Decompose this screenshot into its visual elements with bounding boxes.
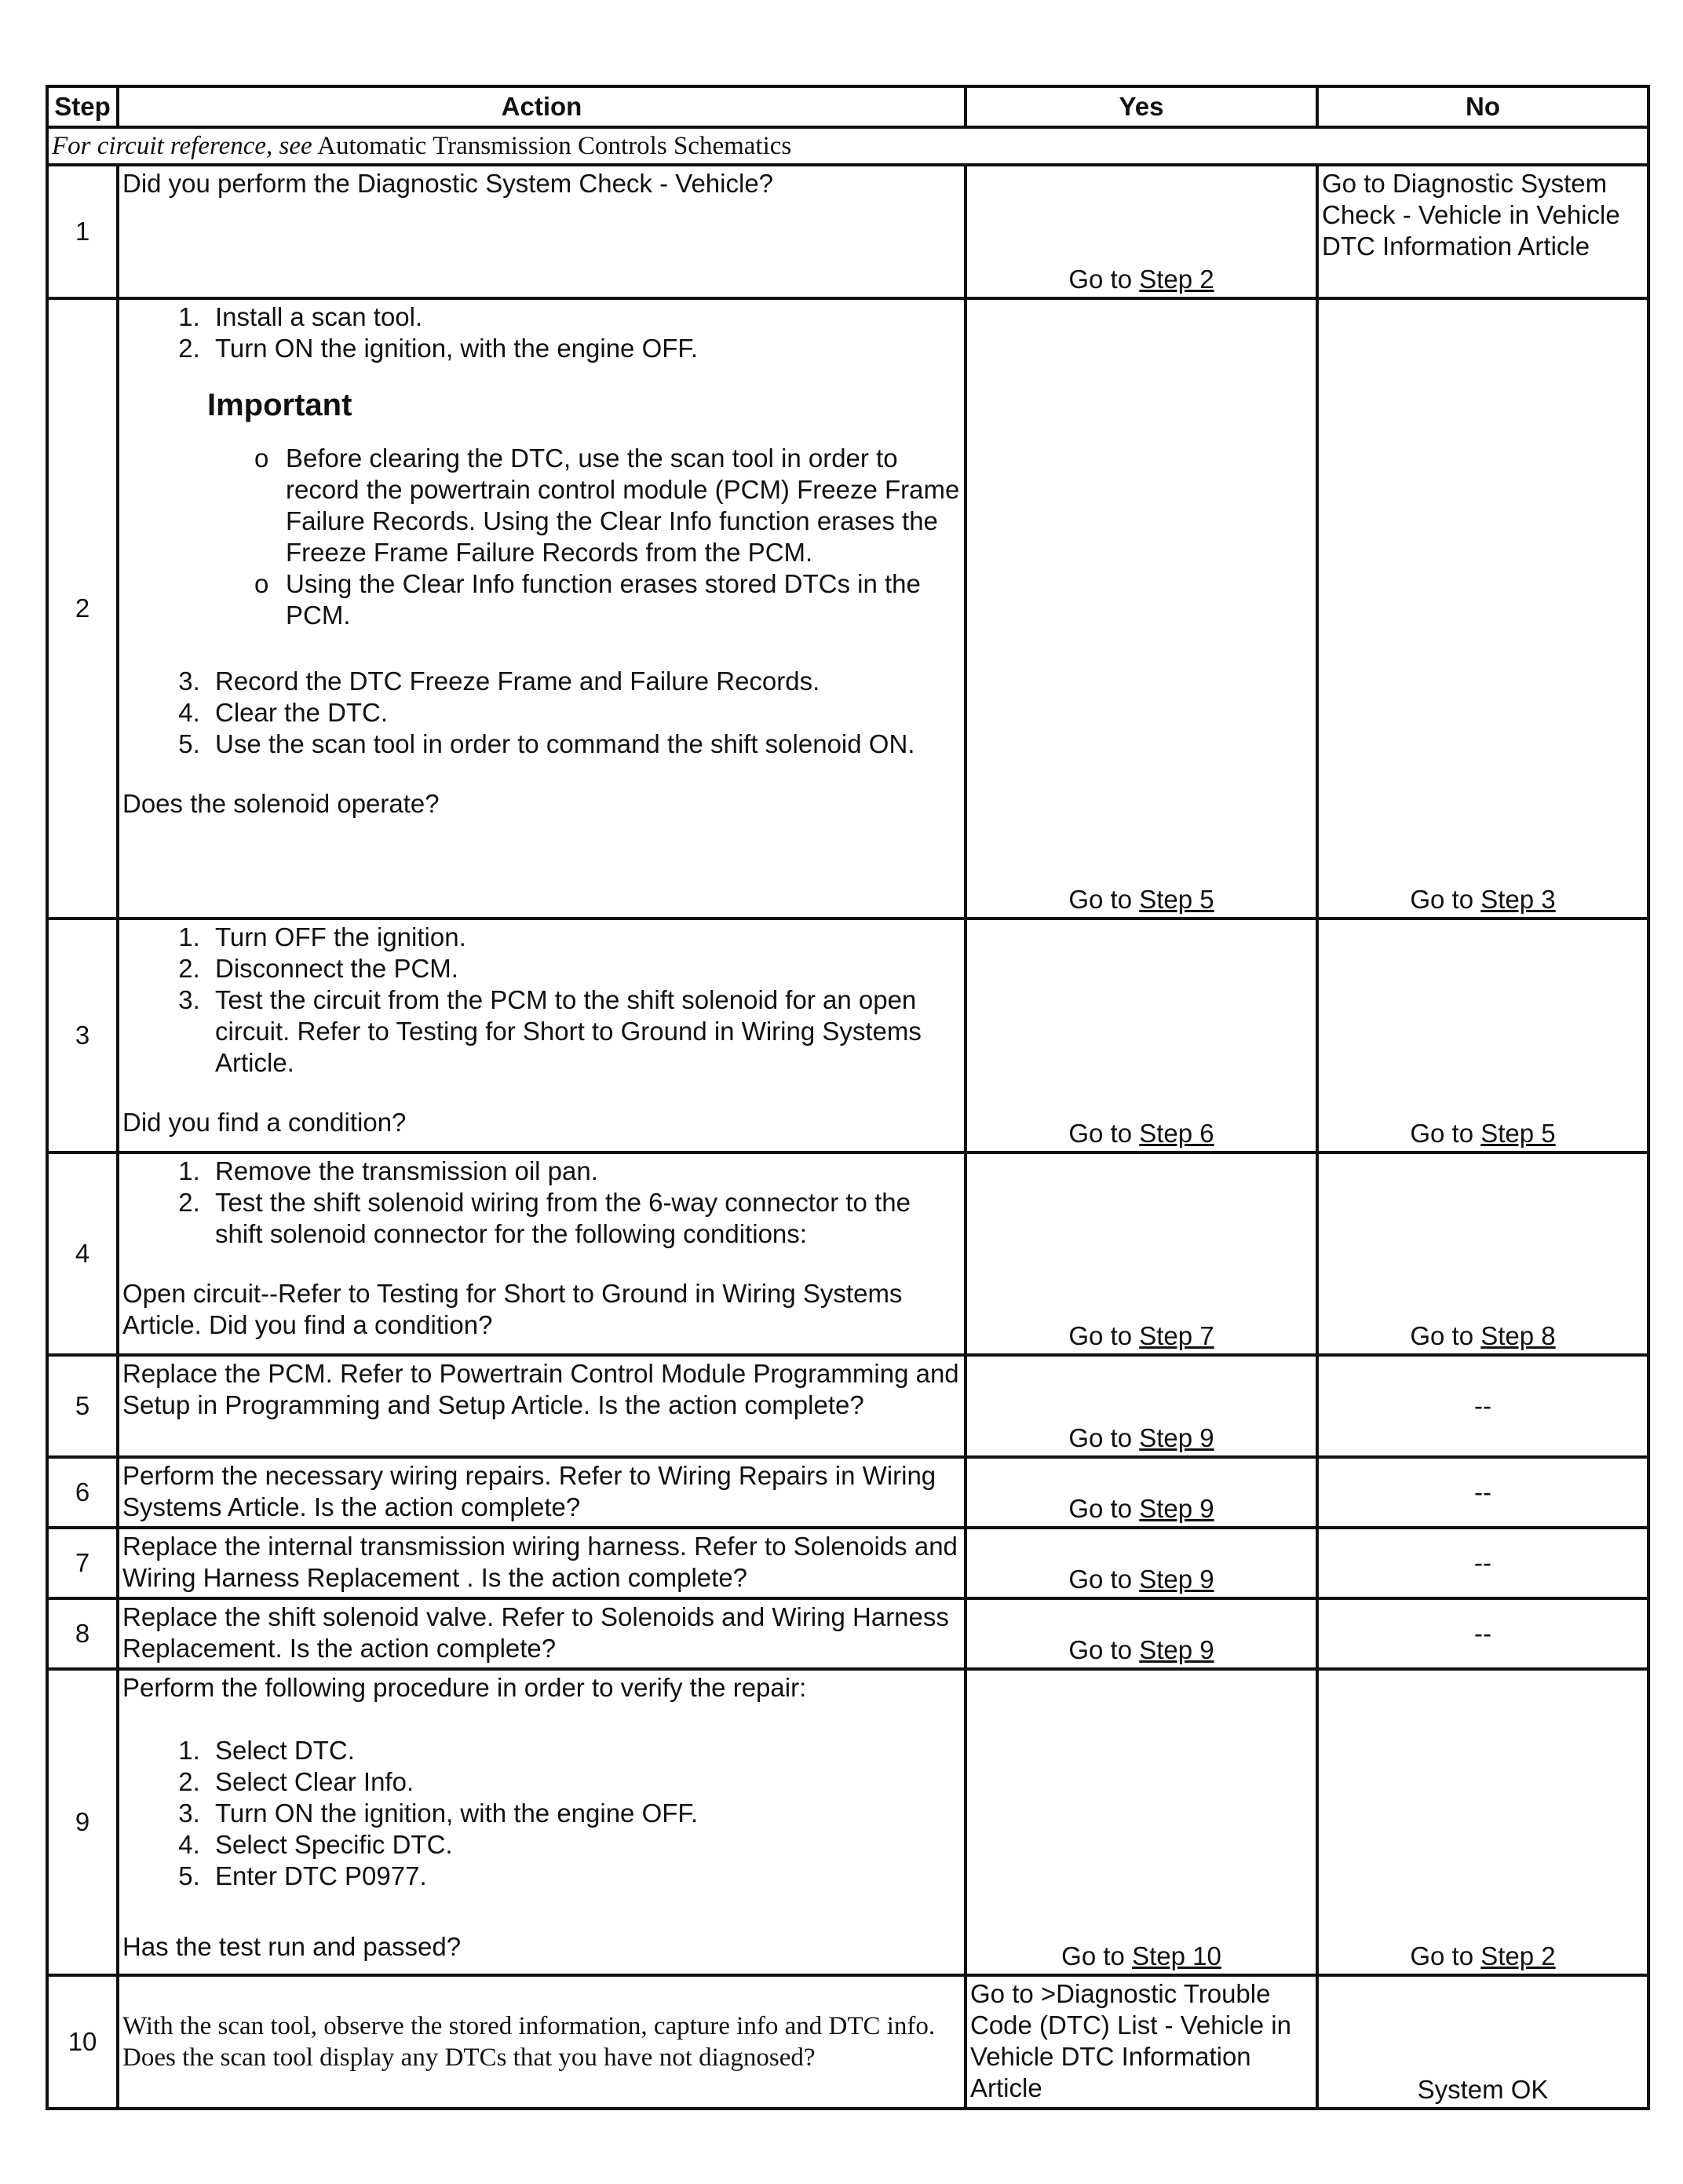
header-no: No — [1317, 86, 1648, 127]
step-link[interactable]: Step 5 — [1480, 1119, 1556, 1148]
action-list — [122, 1156, 961, 1250]
step-number: 3 — [47, 919, 118, 1152]
step-link[interactable]: Step 3 — [1480, 885, 1556, 914]
yes-cell — [966, 1457, 1317, 1528]
action-list — [122, 301, 961, 364]
yes-prefix: Go to — [1061, 1941, 1125, 1970]
yes-prefix: Go to — [1068, 885, 1133, 914]
list-item: 5. Use the scan tool in order to command the shift solenoid ON. — [207, 729, 961, 760]
action-cell: With the scan tool, observe the stored information, capture info and DTC info. Does the scan tool display any DTCs that you have not diagnosed? — [118, 1975, 966, 2109]
action-cell: Replace the internal transmission wiring harness. Refer to Solenoids and Wiring Harness Replacement . Is the action complete? — [118, 1528, 966, 1598]
table-row — [47, 919, 1648, 1152]
action-cell: Perform the necessary wiring repairs. Refer to Wiring Repairs in Wiring Systems Article. Is the action complete? — [118, 1457, 966, 1528]
table-row — [47, 1669, 1648, 1975]
step-number: 8 — [47, 1598, 118, 1669]
yes-cell — [966, 1669, 1317, 1975]
yes-cell — [966, 1355, 1317, 1457]
header-action: Action — [118, 86, 966, 127]
yes-prefix: Go to — [1068, 1119, 1133, 1148]
step-link[interactable]: Step 9 — [1139, 1635, 1214, 1664]
list-item: 1. Install a scan tool. — [207, 301, 961, 333]
no-cell: Go to Diagnostic System Check - Vehicle in Vehicle DTC Information Article — [1317, 165, 1648, 298]
question: Did you find a condition? — [122, 1108, 407, 1137]
action-cell: Replace the PCM. Refer to Powertrain Control Module Programming and Setup in Programming and Setup Article. Is the action complete? — [118, 1355, 966, 1457]
important-heading: Important — [207, 388, 352, 422]
action-list — [122, 922, 961, 1079]
list-item: 1. Turn OFF the ignition. — [207, 922, 961, 953]
list-item: 2. Test the shift solenoid wiring from the 6-way connector to the shift solenoid connector for the following conditions: — [207, 1187, 961, 1250]
step-number: 7 — [47, 1528, 118, 1598]
step-number: 9 — [47, 1669, 118, 1975]
yes-prefix: Go to — [1068, 1423, 1133, 1452]
note-item: o Before clearing the DTC, use the scan tool in order to record the powertrain control module (PCM) Freeze Frame Failure Records. Using the Clear Info function erases the Freeze Frame Failure Records from the PCM. — [254, 443, 961, 568]
question: Open circuit--Refer to Testing for Short to Ground in Wiring Systems Article. Did you find a condition? — [122, 1279, 903, 1339]
yes-prefix: Go to — [1068, 1321, 1133, 1350]
no-cell — [1317, 919, 1648, 1152]
no-cell: -- — [1317, 1355, 1648, 1457]
circuit-reference — [47, 127, 1648, 165]
step-number: 6 — [47, 1457, 118, 1528]
list-item: 3. Record the DTC Freeze Frame and Failure Records. — [207, 666, 961, 697]
step-number: 2 — [47, 298, 118, 919]
step-link[interactable]: Step 7 — [1139, 1321, 1214, 1350]
no-prefix: Go to — [1410, 885, 1474, 914]
no-prefix: Go to — [1410, 1941, 1474, 1970]
list-item: 5. Enter DTC P0977. — [207, 1861, 961, 1892]
no-cell: -- — [1317, 1598, 1648, 1669]
step-link[interactable]: Step 9 — [1139, 1423, 1214, 1452]
list-item: 1. Select DTC. — [207, 1735, 961, 1766]
note-item: o Using the Clear Info function erases stored DTCs in the PCM. — [254, 568, 961, 631]
list-item: 2. Turn ON the ignition, with the engine OFF. — [207, 333, 961, 364]
step-link[interactable]: Step 2 — [1139, 265, 1214, 294]
yes-cell — [966, 1152, 1317, 1355]
question: Has the test run and passed? — [122, 1932, 462, 1961]
no-cell: -- — [1317, 1528, 1648, 1598]
no-cell: System OK — [1317, 1975, 1648, 2109]
action-cell — [118, 1152, 966, 1355]
action-cell — [118, 298, 966, 919]
table-row — [47, 1598, 1648, 1669]
reference-lead: For circuit reference, see — [52, 132, 312, 160]
step-link[interactable]: Step 8 — [1480, 1321, 1556, 1350]
action-cell: Did you perform the Diagnostic System Check - Vehicle? — [118, 165, 966, 298]
yes-cell — [966, 1528, 1317, 1598]
step-number: 4 — [47, 1152, 118, 1355]
step-link[interactable]: Step 6 — [1139, 1119, 1214, 1148]
action-cell — [118, 919, 966, 1152]
list-item: 4. Clear the DTC. — [207, 697, 961, 729]
yes-cell — [966, 165, 1317, 298]
yes-prefix: Go to — [1068, 1565, 1133, 1594]
list-item: 2. Disconnect the PCM. — [207, 953, 961, 984]
table-row — [47, 1528, 1648, 1598]
table-row — [47, 1152, 1648, 1355]
question: Does the solenoid operate? — [122, 789, 440, 818]
list-item: 1. Remove the transmission oil pan. — [207, 1156, 961, 1187]
header-step: Step — [47, 86, 118, 127]
yes-cell — [966, 1598, 1317, 1669]
step-link[interactable]: Step 9 — [1139, 1565, 1214, 1594]
list-item: 3. Turn ON the ignition, with the engine OFF. — [207, 1798, 961, 1829]
list-item: 3. Test the circuit from the PCM to the shift solenoid for an open circuit. Refer to Testing for Short to Ground in Wiring Systems Article. — [207, 984, 961, 1079]
no-cell — [1317, 1669, 1648, 1975]
reference-row — [47, 127, 1648, 165]
step-link[interactable]: Step 10 — [1132, 1941, 1221, 1970]
yes-prefix: Go to — [1068, 1494, 1133, 1523]
yes-cell — [966, 298, 1317, 919]
important-notes — [122, 443, 961, 631]
action-list — [122, 1735, 961, 1892]
table-row — [47, 1975, 1648, 2109]
yes-prefix: Go to — [1068, 265, 1133, 294]
list-item: 2. Select Clear Info. — [207, 1766, 961, 1798]
no-prefix: Go to — [1410, 1321, 1474, 1350]
step-link[interactable]: Step 2 — [1480, 1941, 1556, 1970]
table-row — [47, 298, 1648, 919]
list-item: 4. Select Specific DTC. — [207, 1829, 961, 1861]
header-yes: Yes — [966, 86, 1317, 127]
yes-prefix: Go to — [1068, 1635, 1133, 1664]
no-prefix: Go to — [1410, 1119, 1474, 1148]
action-cell — [118, 1669, 966, 1975]
step-link[interactable]: Step 5 — [1139, 885, 1214, 914]
step-link[interactable]: Step 9 — [1139, 1494, 1214, 1523]
diagnostic-table — [46, 85, 1650, 2110]
step-number: 1 — [47, 165, 118, 298]
no-cell: -- — [1317, 1457, 1648, 1528]
procedure-intro: Perform the following procedure in order to verify the repair: — [122, 1673, 807, 1702]
table-row — [47, 165, 1648, 298]
action-list — [122, 666, 961, 760]
no-cell — [1317, 1152, 1648, 1355]
header-row — [47, 86, 1648, 127]
yes-cell: Go to >Diagnostic Trouble Code (DTC) List - Vehicle in Vehicle DTC Information Article — [966, 1975, 1317, 2109]
table-row — [47, 1457, 1648, 1528]
step-number: 5 — [47, 1355, 118, 1457]
step-number: 10 — [47, 1975, 118, 2109]
action-cell: Replace the shift solenoid valve. Refer to Solenoids and Wiring Harness Replacement. Is the action complete? — [118, 1598, 966, 1669]
no-cell — [1317, 298, 1648, 919]
reference-link[interactable]: Automatic Transmission Controls Schematics — [317, 132, 792, 160]
yes-cell — [966, 919, 1317, 1152]
table-row — [47, 1355, 1648, 1457]
